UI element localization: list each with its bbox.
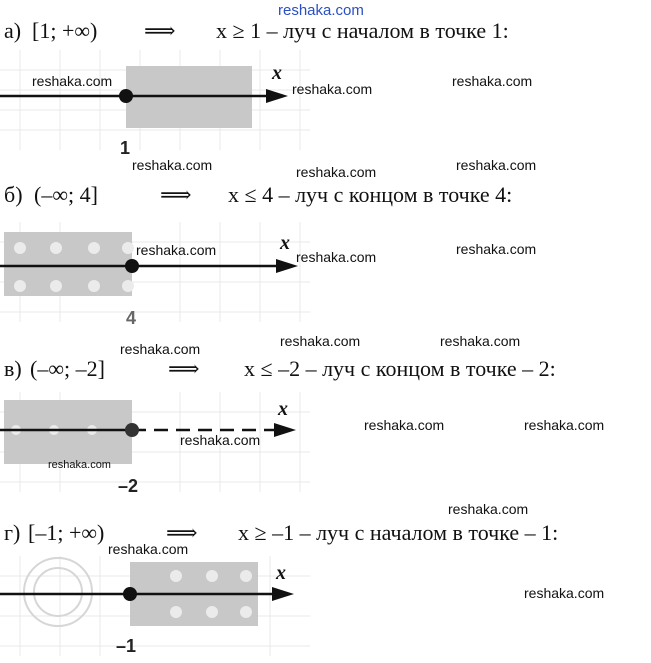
watermark: reshaka.com: [292, 81, 373, 97]
watermark: reshaka.com: [132, 157, 213, 173]
axis-label-d: x: [276, 562, 286, 584]
item-d-statement: x ≥ –1 – луч с началом в точке – 1:: [238, 520, 559, 545]
item-a-statement: x ≥ 1 – луч с началом в точке 1:: [216, 18, 509, 43]
item-a-implies: ⟹: [144, 18, 176, 43]
item-b-label: б): [4, 182, 23, 207]
item-a-interval: [1; +∞): [32, 18, 98, 43]
watermark: reshaka.com: [440, 333, 521, 349]
watermark: reshaka.com: [136, 242, 217, 258]
item-c-implies: ⟹: [168, 356, 200, 381]
watermark: reshaka.com: [108, 541, 189, 557]
watermark: reshaka.com: [364, 417, 445, 433]
tick-label-c: –2: [118, 476, 139, 496]
watermark-top: reshaka.com: [278, 2, 364, 19]
watermark-small: reshaka.com: [48, 459, 111, 471]
watermark: reshaka.com: [524, 585, 605, 601]
item-c-interval: (–∞; –2]: [30, 356, 105, 381]
item-b-statement: x ≤ 4 – луч с концом в точке 4:: [228, 182, 513, 207]
watermark: reshaka.com: [452, 73, 533, 89]
tick-label-d: –1: [116, 636, 137, 656]
item-c-label: в): [4, 356, 22, 381]
watermark: reshaka.com: [456, 241, 537, 257]
item-a-label: а): [4, 18, 22, 43]
watermark: reshaka.com: [448, 501, 529, 517]
item-d-implies: ⟹: [166, 520, 198, 545]
item-b-interval: (–∞; 4]: [34, 182, 98, 207]
watermark: reshaka.com: [524, 417, 605, 433]
tick-label-b: 4: [126, 308, 137, 328]
watermark: reshaka.com: [120, 341, 201, 357]
item-b-implies: ⟹: [160, 182, 192, 207]
watermark: reshaka.com: [280, 333, 361, 349]
watermark: reshaka.com: [296, 164, 377, 180]
axis-label-b: x: [280, 232, 290, 254]
item-d-interval: [–1; +∞): [28, 520, 105, 545]
watermark: reshaka.com: [180, 432, 261, 448]
axis-label-c: x: [278, 398, 288, 420]
tick-label-a: 1: [120, 138, 131, 158]
item-c-statement: x ≤ –2 – луч с концом в точке – 2:: [244, 356, 556, 381]
watermark: reshaka.com: [456, 157, 537, 173]
axis-label-a: x: [272, 62, 282, 84]
watermark: reshaka.com: [296, 249, 377, 265]
watermark: reshaka.com: [32, 73, 113, 89]
item-d-label: г): [4, 520, 21, 545]
